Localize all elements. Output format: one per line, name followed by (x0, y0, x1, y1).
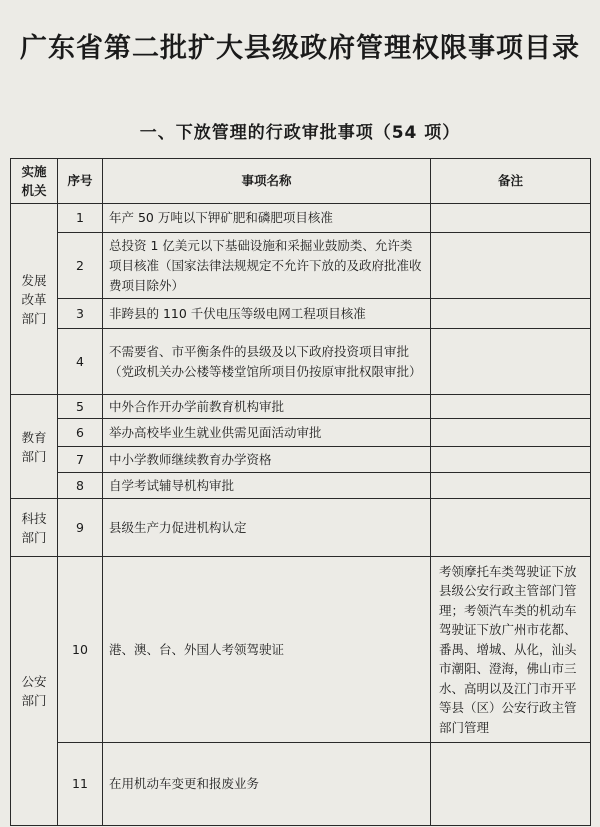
table-row (11, 329, 591, 395)
row-number: 1 (58, 204, 103, 233)
item-name: 港、澳、台、外国人考领驾驶证 (103, 557, 431, 743)
table-row (11, 233, 591, 299)
row-number: 7 (58, 447, 103, 473)
item-remark (431, 447, 591, 473)
row-number: 2 (58, 233, 103, 299)
org-cell-education: 教育部门 (11, 395, 58, 499)
row-number: 3 (58, 299, 103, 329)
table-row (11, 395, 591, 419)
item-remark (431, 329, 591, 395)
table-row (11, 204, 591, 233)
table-row (11, 557, 591, 743)
item-remark (431, 419, 591, 447)
item-name: 自学考试辅导机构审批 (103, 473, 431, 499)
item-remark (431, 499, 591, 557)
row-number: 10 (58, 557, 103, 743)
item-remark (431, 743, 591, 826)
header-remarks: 备注 (431, 159, 591, 204)
item-remark: 考领摩托车类驾驶证下放县级公安行政主管部门管理；考领汽车类的机动车驾驶证下放广州市花都、番禺、增城、从化，汕头市潮阳、澄海，佛山市三水、高明以及江门市开平等县（区）公安行政主管部门管理 (431, 557, 591, 743)
item-name: 县级生产力促进机构认定 (103, 499, 431, 557)
org-cell-public-security: 公安部门 (11, 557, 58, 826)
section-heading: 一、下放管理的行政审批事项（54 项） (139, 123, 461, 143)
table-row (11, 419, 591, 447)
table-row (11, 743, 591, 826)
item-name: 中小学教师继续教育办学资格 (103, 447, 431, 473)
document-title: 广东省第二批扩大县级政府管理权限事项目录 (20, 33, 580, 64)
table-row (11, 499, 591, 557)
table-row (11, 299, 591, 329)
item-name: 总投资 1 亿美元以下基础设施和采掘业鼓励类、允许类项目核准（国家法律法规规定不允许下放的及政府批准收费项目除外） (103, 233, 431, 299)
item-name: 不需要省、市平衡条件的县级及以下政府投资项目审批（党政机关办公楼等楼堂馆所项目仍按原审批权限审批） (103, 329, 431, 395)
item-name: 在用机动车变更和报废业务 (103, 743, 431, 826)
header-item-name: 事项名称 (103, 159, 431, 204)
item-name: 举办高校毕业生就业供需见面活动审批 (103, 419, 431, 447)
row-number: 5 (58, 395, 103, 419)
header-org: 实施机关 (11, 159, 58, 204)
item-remark (431, 473, 591, 499)
item-remark (431, 395, 591, 419)
row-number: 11 (58, 743, 103, 826)
table-row (11, 447, 591, 473)
item-name: 中外合作开办学前教育机构审批 (103, 395, 431, 419)
item-name: 非跨县的 110 千伏电压等级电网工程项目核准 (103, 299, 431, 329)
table-header-row (11, 159, 591, 204)
item-remark (431, 233, 591, 299)
table-row (11, 473, 591, 499)
row-number: 4 (58, 329, 103, 395)
item-remark (431, 299, 591, 329)
header-number: 序号 (58, 159, 103, 204)
items-table (10, 158, 591, 826)
org-cell-development-reform: 发展改革部门 (11, 204, 58, 395)
row-number: 6 (58, 419, 103, 447)
item-remark (431, 204, 591, 233)
item-name: 年产 50 万吨以下钾矿肥和磷肥项目核准 (103, 204, 431, 233)
row-number: 8 (58, 473, 103, 499)
row-number: 9 (58, 499, 103, 557)
org-cell-science-technology: 科技部门 (11, 499, 58, 557)
